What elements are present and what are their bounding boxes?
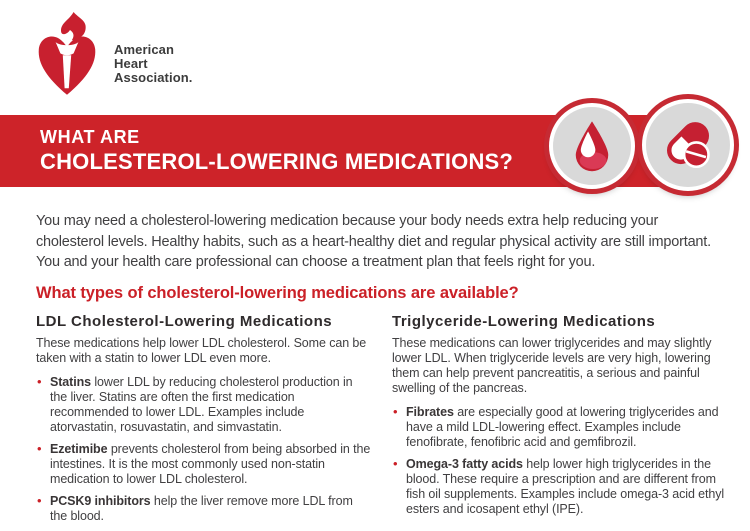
bullet-text: help lower high triglycerides in the blood. These require a prescription and are different from fish oil supplements. Examples include omega-3 acid ethyl esters and icosapent ethyl (IPE). bbox=[406, 456, 725, 516]
bullet-text: prevents cholesterol from being absorbed in the intestines. It is the most commonly used non-statin medication to lower LDL cholesterol. bbox=[50, 441, 371, 486]
logo-word-2: Heart bbox=[114, 56, 148, 71]
page-title: CHOLESTEROL-LOWERING MEDICATIONS? bbox=[40, 149, 514, 174]
pills-icon bbox=[656, 113, 720, 177]
bullet-icon: • bbox=[37, 440, 42, 456]
section-question-heading: What types of cholesterol-lowering medications are available? bbox=[36, 283, 519, 302]
column-ldl bbox=[36, 313, 372, 531]
logo-word-1: American bbox=[114, 42, 175, 57]
triglyceride-column-heading: Triglyceride-Lowering Medications bbox=[392, 312, 656, 330]
bullet-term: Fibrates bbox=[406, 404, 454, 419]
triglyceride-column-intro: These medications can lower triglycerides and may slightly lower LDL. When triglyceride levels are very high, lowering them can help prevent pancreatitis, a serious and painful swelling of the pancreas. bbox=[392, 335, 712, 395]
banner-kicker: WHAT ARE bbox=[40, 127, 140, 147]
bullet-term: PCSK9 inhibitors bbox=[50, 493, 151, 508]
bullet-icon: • bbox=[393, 455, 398, 471]
aha-logo bbox=[34, 12, 193, 96]
bullet-icon: • bbox=[37, 492, 42, 508]
two-column-section bbox=[36, 313, 728, 531]
blood-drop-badge bbox=[549, 103, 635, 189]
blood-drop-icon bbox=[564, 118, 620, 174]
intro-paragraph: You may need a cholesterol-lowering medication because your body needs extra help reducing your cholesterol levels. Healthy habits, such as a heart-healthy diet and regular physical activity are still important. You and your health care professional can choose a treatment plan that feels right for you. bbox=[36, 213, 711, 270]
list-item bbox=[392, 457, 728, 517]
column-triglyceride bbox=[392, 313, 728, 531]
bullet-term: Omega-3 fatty acids bbox=[406, 456, 523, 471]
bullet-text: are especially good at lowering triglycerides and have a mild LDL-lowering effect. Examples include fenofibrate, fenofibric acid and gemfibrozil. bbox=[406, 404, 719, 449]
ldl-column-intro: These medications help lower LDL cholesterol. Some can be taken with a statin to lower LDL even more. bbox=[36, 335, 367, 365]
bullet-icon: • bbox=[393, 403, 398, 419]
bullet-text: help the liver remove more LDL from the blood. bbox=[50, 493, 353, 523]
logo-wordmark bbox=[114, 43, 193, 85]
heart-torch-icon bbox=[34, 12, 100, 96]
ldl-bullet-list bbox=[36, 375, 372, 524]
bullet-term: Ezetimibe bbox=[50, 441, 108, 456]
logo-word-3: Association. bbox=[114, 70, 193, 85]
list-item bbox=[36, 375, 372, 435]
list-item bbox=[36, 494, 372, 524]
bullet-icon: • bbox=[37, 373, 42, 389]
bullet-term: Statins bbox=[50, 374, 91, 389]
document-body bbox=[36, 211, 728, 531]
bullet-text: lower LDL by reducing cholesterol production in the liver. Statins are often the first medication recommended to lower LDL. Examples include atorvastatin, rosuvastatin, and simvastatin. bbox=[50, 374, 353, 434]
ldl-column-heading: LDL Cholesterol-Lowering Medications bbox=[36, 312, 333, 330]
list-item bbox=[392, 405, 728, 450]
pills-badge bbox=[642, 99, 734, 191]
list-item bbox=[36, 442, 372, 487]
